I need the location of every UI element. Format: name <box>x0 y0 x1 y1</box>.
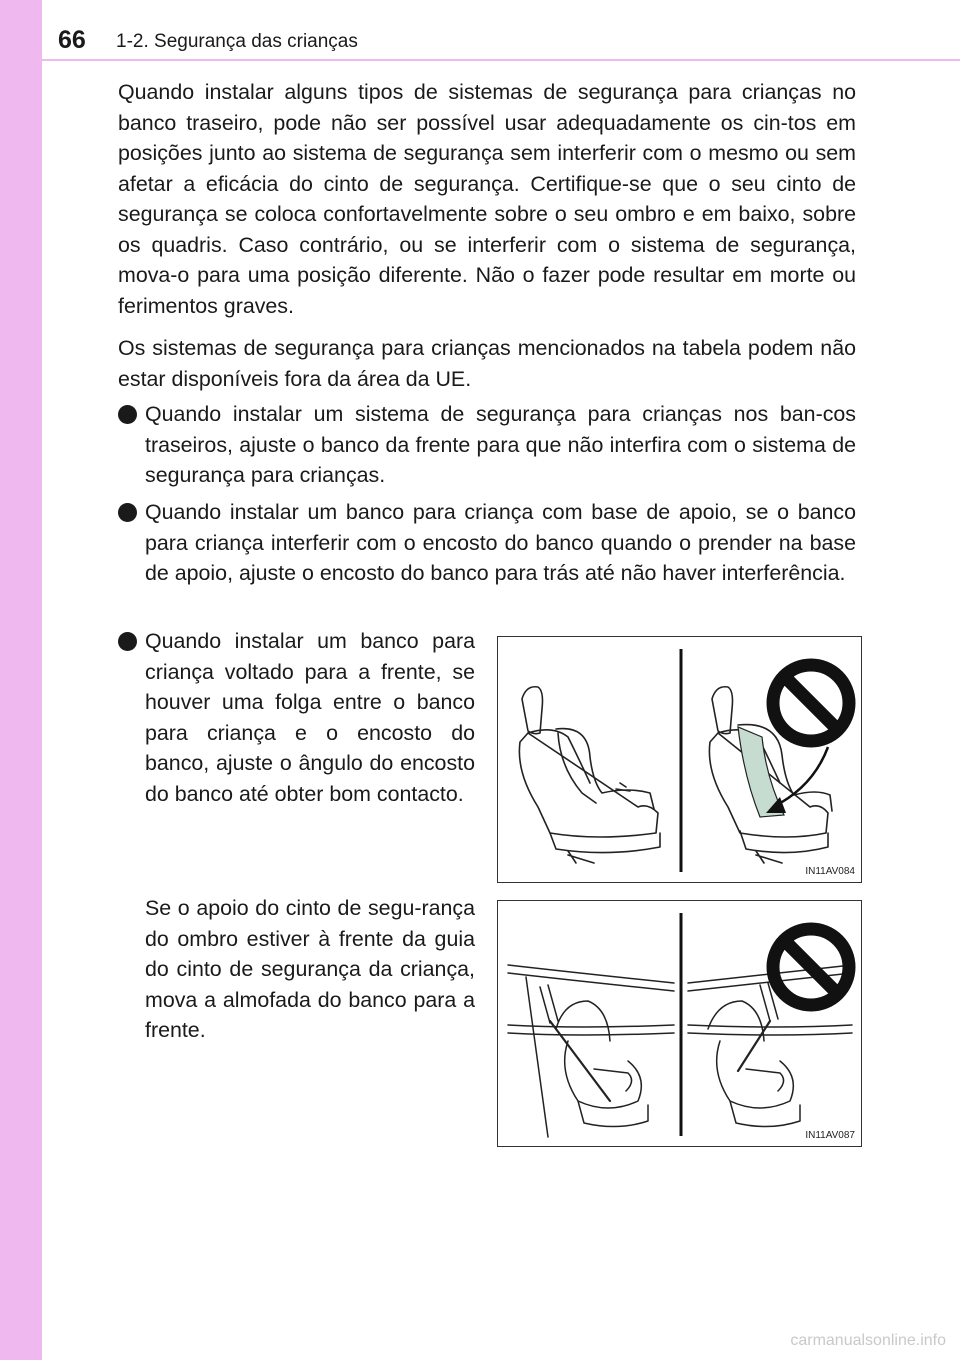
bullet-text: Quando instalar um sistema de segurança para crianças nos ban-cos traseiros, ajuste o banco da frente para que não interfira com o sistema de segurança para crianças. <box>145 402 856 487</box>
bullet-icon <box>118 503 137 522</box>
section-tab-bar <box>0 0 42 1360</box>
figure-shoulder-belt <box>497 900 862 1147</box>
section-title: 1-2. Segurança das crianças <box>116 31 358 52</box>
bullet-icon <box>118 632 137 651</box>
bullet-text: Quando instalar um banco para criança voltado para a frente, se houver uma folga entre o banco para criança e o encosto do banco, ajuste o ângulo do encosto do banco até obter bom contacto. <box>145 629 475 806</box>
shoulder-belt-paragraph: Se o apoio do cinto de segu-rança do ombro estiver à frente da guia do cinto de segurança da criança, mova a almofada do banco para a frente. <box>145 896 475 1042</box>
seat-gap-illustration <box>498 637 861 882</box>
prohibition-icon <box>773 665 849 741</box>
watermark: carmanualsonline.info <box>790 1332 946 1349</box>
figure-code: IN11AV087 <box>805 1130 855 1141</box>
header-divider <box>42 59 960 61</box>
bullet-text: Quando instalar um banco para criança com base de apoio, se o banco para criança interferir com o encosto do banco quando o prender na base de apoio, ajuste o encosto do banco para trás até não haver interferência. <box>145 500 856 585</box>
page-number: 66 <box>58 26 86 54</box>
bullet-icon <box>118 405 137 424</box>
figure-code: IN11AV084 <box>805 866 855 877</box>
availability-paragraph: Os sistemas de segurança para crianças mencionados na tabela podem não estar disponíveis fora da área da UE. <box>118 336 856 391</box>
shoulder-belt-illustration <box>498 901 861 1146</box>
figure-seat-gap <box>497 636 862 883</box>
intro-paragraph: Quando instalar alguns tipos de sistemas de segurança para crianças no banco traseiro, pode não ser possível usar adequadamente os cin-tos em posições junto ao sistema de segurança sem interferir com o mesmo ou sem afetar a eficácia do cinto de segurança. Certifique-se que o seu cinto de segurança se coloca confortavelmente sobre o seu ombro e em baixo, sobre os quadris. Caso contrário, ou se interferir com o sistema de segurança, mova-o para uma posição diferente. Não o fazer pode resultar em morte ou ferimentos graves. <box>118 80 856 318</box>
